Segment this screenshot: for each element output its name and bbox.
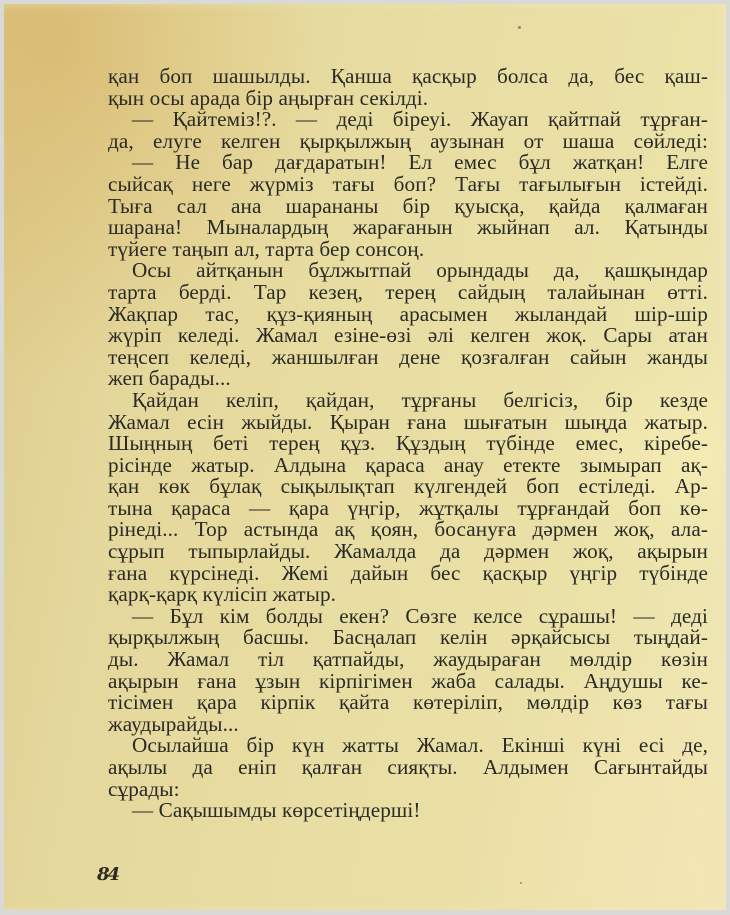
text-line: теңсеп келеді, жаншылған дене қозғалған сайын жанды: [108, 344, 708, 369]
text-line: жүріп келеді. Жамал езіне-өзі әлі келген жоқ. Сары атан: [108, 323, 708, 348]
text-line: Шыңның беті терең құз. Құздың түбінде емес, кіребе-: [108, 431, 708, 456]
text-line: шарана! Мыналардың жарағанын жыйнап ал. Қатынды: [108, 215, 708, 240]
text-line: Тыға сал ана шарананы бір қуысқа, қайда қалмаған: [108, 193, 708, 218]
text-line: сұрады:: [108, 776, 180, 801]
text-line: ғана күрсінеді. Жемі дайын бес қасқыр үңгір түбінде: [108, 560, 708, 585]
text-line: қырқылжың басшы. Басңалап келін әрқайсысы тыңдай-: [108, 625, 708, 650]
book-page: [4, 4, 726, 910]
text-line: түйеге таңып ал, тарта бер сонсоң.: [108, 236, 425, 261]
paper-speck: [520, 882, 522, 884]
text-line: рінеді... Тор астында ақ қоян, босануға дәрмен жоқ, ала-: [108, 517, 708, 542]
text-line: Жамал есін жыйды. Қыран ғана шығатын шыңда жатыр.: [108, 409, 708, 434]
text-line: Осылайша бір күн жатты Жамал. Екінші күні есі де,: [132, 733, 708, 758]
text-line: Осы айтқанын бұлжытпай орындады да, қашқындар: [132, 258, 708, 283]
text-line: сұрып тыпырлайды. Жамалда да дәрмен жоқ, ақырын: [108, 539, 708, 564]
text-line: тісімен қара кірпік қайта көтеріліп, мөлдір көз тағы: [108, 690, 708, 715]
text-line: жеп барады...: [108, 366, 231, 391]
text-line: қан боп шашылды. Қанша қасқыр болса да, бес қаш-: [108, 64, 708, 88]
text-line: рісінде жатыр. Алдына қараса анау етекте зымырап ақ-: [108, 452, 708, 477]
text-line: ды. Жамал тіл қатпайды, жаудыраған мөлдір көзін: [108, 647, 708, 672]
text-line: ақылы да еніп қалған сияқты. Алдымен Сағынтайды: [108, 755, 708, 779]
text-line: тарта берді. Тар кезең, терең сайдың талайынан өтті.: [108, 279, 708, 304]
text-line: Қайдан келіп, қайдан, тұрғаны белгісіз, бір кезде: [132, 387, 708, 412]
text-line: ақырын ғана ұзын кірпігімен жаба салады. Аңдушы ке-: [108, 668, 708, 693]
text-line: қарқ-қарқ күлісіп жатыр.: [108, 582, 337, 607]
text-line: қын осы арада бір аңырған секілді.: [108, 85, 429, 110]
text-line: — Қайтеміз!?. — деді біреуі. Жауап қайтпай тұрған-: [132, 107, 708, 132]
text-line: сыйсақ неге жүрміз тағы боп? Тағы тағылығын істейді.: [108, 171, 708, 196]
page-number: 84: [97, 864, 119, 885]
text-line: — Бұл кім болды екен? Сөзге келсе сұрашы! — деді: [132, 603, 708, 628]
text-line: қан көк бұлақ сықылықтап күлгендей боп естіледі. Ар-: [108, 474, 708, 499]
paper-speck: [518, 26, 521, 29]
text-line: Жақпар тас, құз-қияның арасымен жыландай шір-шір: [108, 301, 708, 326]
text-line: тына қараса — қара үңгір, жұтқалы тұрғандай боп кө-: [108, 495, 708, 520]
text-line: — Не бар дағдаратын! Ел емес бұл жатқан! Елге: [132, 150, 708, 175]
text-line: — Сақышымды көрсетіңдерші!: [132, 798, 421, 823]
text-line: да, елуге келген қырқылжың аузынан от шаша сөйледі:: [108, 128, 708, 153]
text-line: жаудырайды...: [108, 711, 239, 736]
page-body-text: [108, 66, 708, 822]
